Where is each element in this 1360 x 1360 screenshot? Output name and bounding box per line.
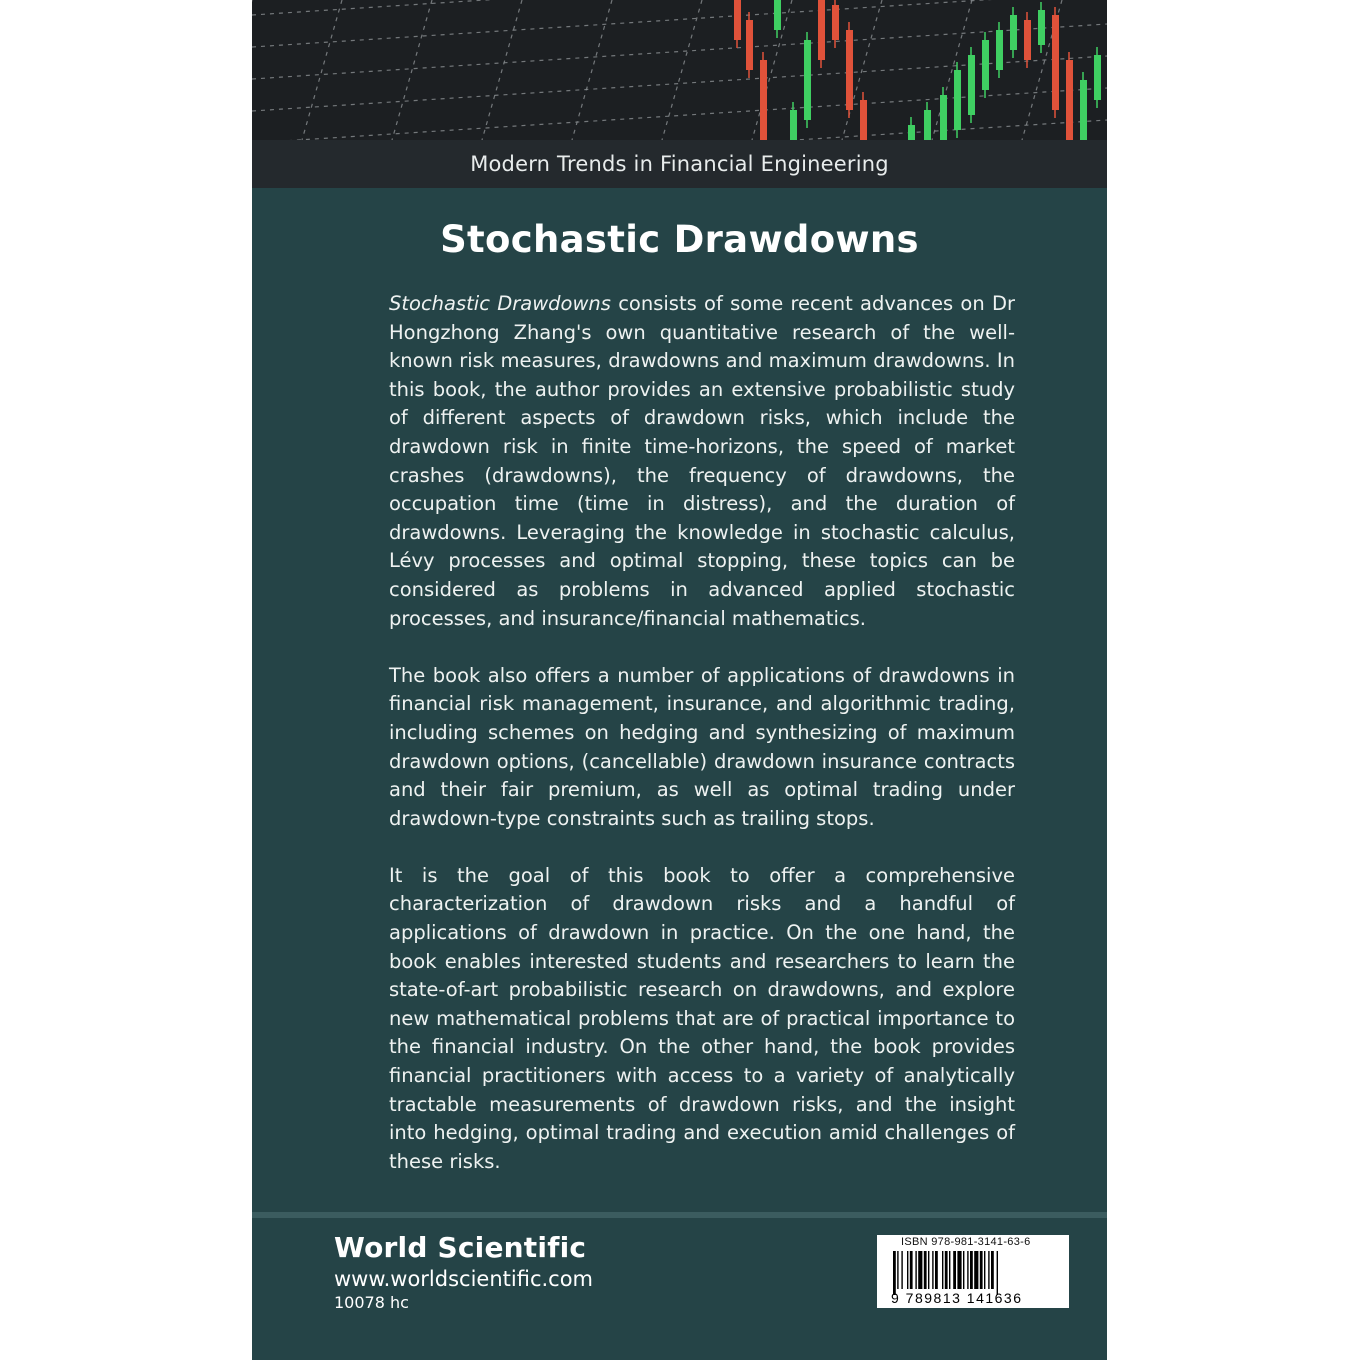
paragraph-1 [389,290,1015,633]
product-code: 10078 hc [334,1293,409,1312]
publisher-name: World Scientific [334,1231,587,1264]
description [389,290,1015,1205]
divider [252,1212,1107,1218]
series-title: Modern Trends in Financial Engineering [470,152,889,176]
paragraph-1-text: consists of some recent advances on Dr Hongzhong Zhang's own quantitative research of the well-known risk measures, drawdowns and maximum drawdowns. In this book, the author provides an extensive probabilistic study of different aspects of drawdown risks, which include the drawdown risk in finite time-horizons, the speed of market crashes (drawdowns), the frequency of drawdowns, the occupation time (time in distress), and the duration of drawdowns. Leveraging the knowledge in stochastic calculus, Lévy processes and optimal stopping, these topics can be considered as problems in advanced applied stochastic processes, and insurance/financial mathematics. [389,292,1015,630]
series-title-bar [252,140,1107,188]
paragraph-2: The book also offers a number of applications of drawdowns in financial risk management, insurance, and algorithmic trading, including schemes on hedging and synthesizing of maximum drawdown options, (cancellable) drawdown insurance contracts and their fair premium, as well as optimal trading under drawdown-type constraints such as trailing stops. [389,663,1015,830]
paragraph-3: It is the goal of this book to offer a comprehensive characterization of drawdown risks and a handful of applications of drawdown in practice. On the one hand, the book enables interested students and researchers to learn the state-of-art probabilistic research on drawdowns, and explore new mathematical problems that are of practical importance to the financial industry. On the other hand, the book provides financial practitioners with access to a variety of analytically tractable measurements of drawdown risks, and the insight into hedging, optimal trading and execution amid challenges of these risks. [389,863,1015,1173]
book-back-cover [252,0,1107,1360]
book-title: Stochastic Drawdowns [440,218,919,261]
isbn-label: ISBN 978-981-3141-63-6 [901,1236,1031,1248]
candlestick-chart-image [252,0,1107,140]
publisher-url[interactable]: www.worldscientific.com [334,1267,594,1291]
candlestick-banner [252,0,1107,140]
barcode-icon [891,1251,1061,1295]
publisher-block [334,1230,593,1314]
barcode-digits: 9 789813 141636 [891,1290,1023,1306]
isbn-barcode [877,1235,1069,1308]
title-mention: Stochastic Drawdowns [389,292,611,315]
